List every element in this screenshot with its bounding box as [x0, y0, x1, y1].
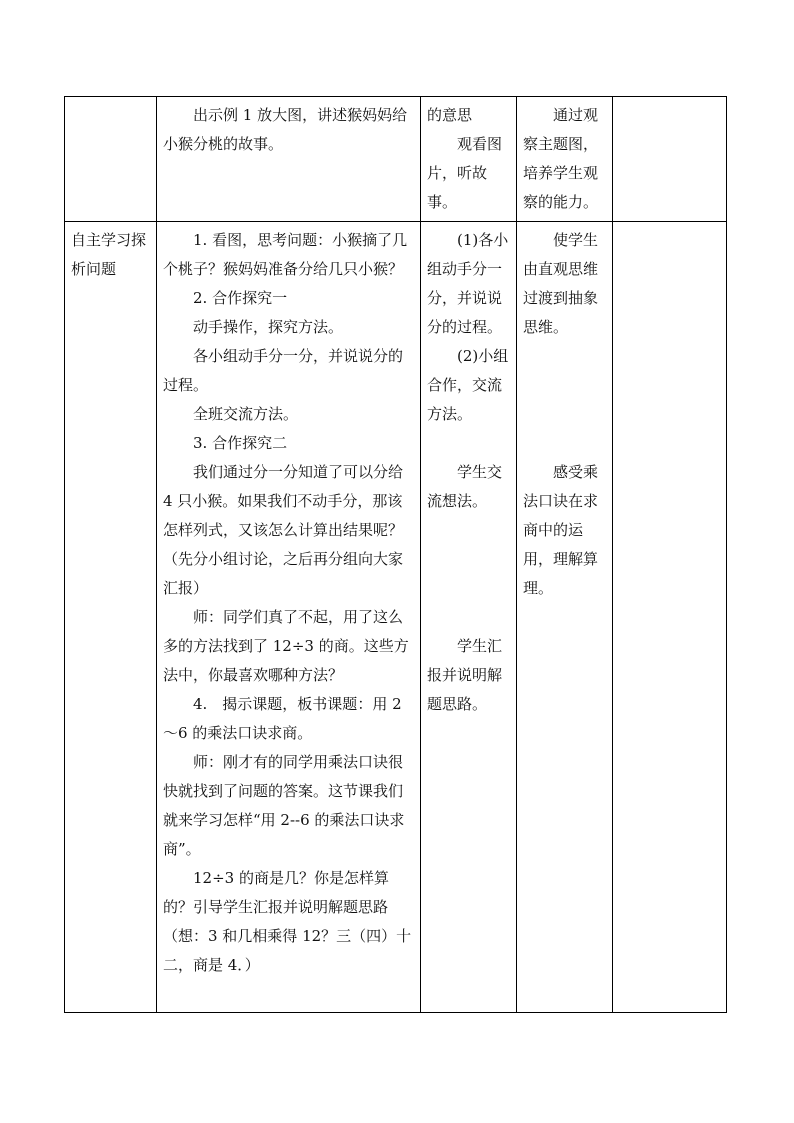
student-activity-cell — [421, 97, 517, 222]
teacher-text: 全班交流方法。 — [193, 405, 299, 423]
student-text: (1)各小组动手分一分，并说说分的过程。 — [427, 231, 509, 336]
intent-text: 使学生由直观思维过渡到抽象思维。 — [523, 231, 599, 336]
student-text: (2)小组合作，交流方法。 — [427, 347, 509, 423]
table-row — [65, 97, 727, 222]
teacher-text: 动手操作，探究方法。 — [193, 318, 344, 336]
teacher-text: 2. 合作探究一 — [193, 289, 288, 307]
teacher-activity-cell — [157, 222, 421, 1013]
teacher-text: 4. 揭示课题，板书课题：用 2～6 的乘法口诀求商。 — [163, 695, 402, 742]
teacher-text: 出示例 1 放大图，讲述猴妈妈给小猴分桃的故事。 — [163, 106, 408, 153]
intent-text: 感受乘法口诀在求商中的运用，理解算理。 — [523, 463, 599, 597]
teacher-activity-cell — [157, 97, 421, 222]
student-activity-cell — [421, 222, 517, 1013]
design-intent-cell — [517, 222, 613, 1013]
notes-cell — [613, 97, 727, 222]
notes-cell — [613, 222, 727, 1013]
teacher-text: 师：同学们真了不起，用了这么多的方法找到了 12÷3 的商。这些方法中，你最喜欢哪种方法？ — [163, 608, 409, 684]
teacher-text: 1. 看图，思考问题：小猴摘了几个桃子？猴妈妈准备分给几只小猴？ — [163, 231, 408, 278]
stage-cell — [65, 222, 157, 1013]
student-text: 观看图片，听故事。 — [427, 135, 503, 211]
intent-text: 通过观察主题图，培养学生观察的能力。 — [523, 106, 599, 211]
student-text: 学生汇报并说明解题思路。 — [427, 637, 503, 713]
teacher-text: 师：刚才有的同学用乘法口诀很快就找到了问题的答案。这节课我们就来学习怎样“用 2--6 的乘法口诀求商”。 — [163, 753, 405, 858]
stage-cell — [65, 97, 157, 222]
student-text: 的意思 — [427, 106, 473, 124]
student-text: 学生交流想法。 — [427, 463, 503, 510]
teacher-text: 3. 合作探究二 — [193, 434, 288, 452]
teacher-text: 12÷3 的商是几？你是怎样算的？引导学生汇报并说明解题思路（想：3 和几相乘得 12？三（四）十二，商是 4．） — [163, 869, 412, 974]
teacher-text: 我们通过分一分知道了可以分给 4 只小猴。如果我们不动手分，那该怎样列式，又该怎么计算出结果呢？（先分小组讨论，之后再分组向大家汇报） — [163, 463, 404, 597]
design-intent-cell — [517, 97, 613, 222]
lesson-plan-table — [64, 96, 727, 1013]
table-row — [65, 222, 727, 1013]
teacher-text: 各小组动手分一分，并说说分的过程。 — [163, 347, 404, 394]
stage-text: 自主学习探析问题 — [71, 231, 147, 278]
